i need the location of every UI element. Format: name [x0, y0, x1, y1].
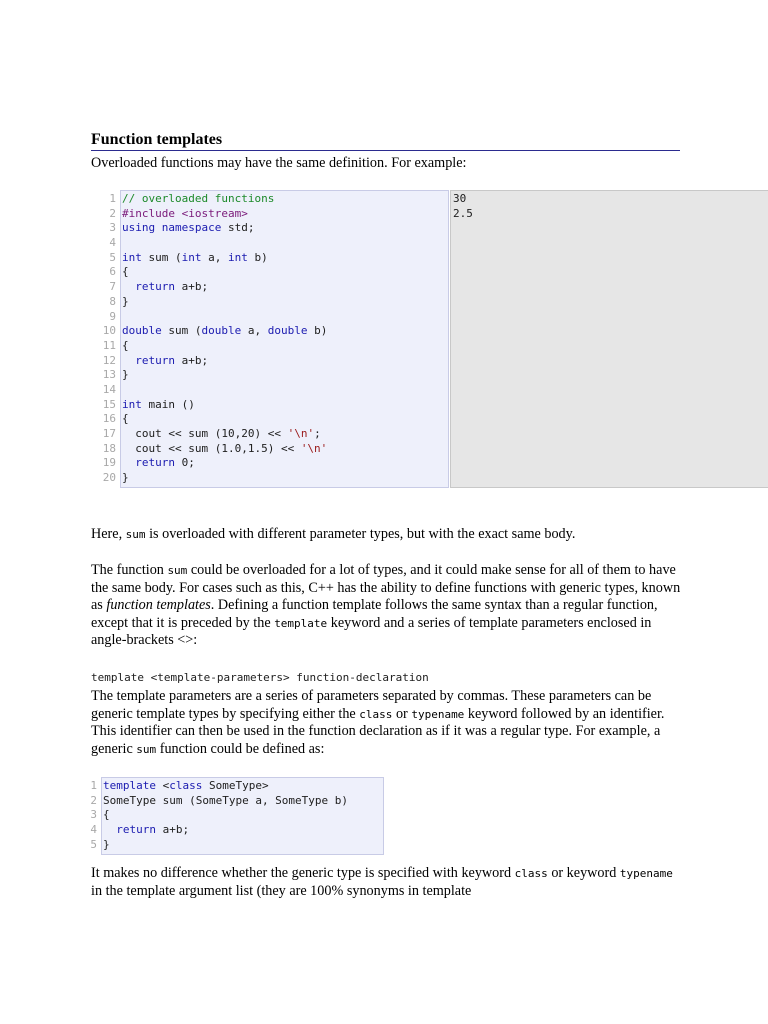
code-token: b) [307, 324, 328, 338]
para4-text-1: It makes no difference whether the generic type is specified with keyword [91, 865, 515, 881]
line-number: 5 [90, 837, 97, 851]
code-token: } [122, 471, 129, 485]
intro-paragraph: Overloaded functions may have the same definition. For example: [91, 155, 467, 171]
line-number: 6 [109, 265, 116, 279]
code-token [122, 280, 135, 293]
line-number: 9 [109, 309, 116, 323]
code-token: cout << sum (1.0,1.5) << [122, 441, 301, 455]
para2-text-2: could be overloaded for a lot of types, and it could make sense for all of them to have the same body. For cases such as this, C++ has the ability to define functions with generic types, known as [91, 562, 681, 614]
line-number: 11 [102, 338, 116, 352]
line-number: 1 [109, 192, 116, 205]
code-token: std; [221, 221, 255, 235]
output-line: 2.5 [453, 206, 473, 220]
section-heading: Function templates [91, 130, 680, 151]
code-token: namespace [161, 221, 222, 235]
code-token: } [122, 368, 129, 382]
code-token: main () [141, 397, 195, 411]
code-token: '\n' [287, 427, 315, 440]
code-line [122, 280, 327, 295]
para2-code-sum: sum [167, 564, 188, 577]
code-token: a, [201, 250, 228, 264]
code-token: return [135, 280, 175, 294]
line-number: 16 [102, 412, 116, 426]
code-line [122, 324, 327, 339]
code-token: { [122, 412, 129, 426]
code-token: double [201, 324, 242, 338]
code-token: a+b; [175, 280, 209, 294]
line-number: 3 [109, 221, 116, 235]
output-block [450, 190, 768, 488]
para2-code-template: template [274, 616, 328, 630]
code-token: return [135, 353, 175, 367]
code-token: return [135, 456, 175, 470]
line-number: 1 [90, 779, 97, 792]
line-number: 2 [109, 206, 116, 220]
code-token: int [228, 250, 248, 264]
para1-text-b: is overloaded with different parameter types, but with the exact same body. [145, 526, 576, 542]
para2-emphasis: function templates [106, 597, 211, 614]
code-token [122, 456, 135, 469]
code-block-1-line-numbers [96, 192, 116, 486]
paragraph-overload-note [91, 526, 681, 544]
line-number: 3 [90, 808, 97, 822]
para2-text-4: keyword and a series of template parameters enclosed in angle-brackets <>: [91, 614, 652, 649]
code-token: } [122, 294, 129, 308]
code-line [103, 779, 348, 794]
line-number: 10 [102, 324, 116, 338]
code-token: sum ( [141, 250, 182, 264]
code-block-1-lines [122, 192, 327, 486]
code-token: { [122, 338, 129, 352]
code-token: { [103, 808, 110, 822]
code-line [122, 442, 327, 457]
line-number: 17 [102, 427, 116, 440]
para3-text-2: or [392, 705, 412, 722]
code-line [122, 192, 327, 207]
code-line [122, 207, 327, 222]
output-lines [453, 192, 473, 221]
para4-text-3: in the template argument list (they are 100% synonyms in template [91, 882, 472, 899]
paragraph-class-vs-typename [91, 865, 681, 900]
para3-code-sum: sum [136, 742, 157, 756]
code-line [122, 383, 327, 398]
code-line [122, 295, 327, 310]
code-token: < [155, 779, 170, 792]
code-token: double [122, 324, 162, 338]
line-number: 13 [102, 368, 116, 382]
line-number: 7 [109, 280, 116, 294]
code-token: cout << sum (10,20) << [122, 427, 288, 440]
code-token [122, 354, 135, 367]
code-line [122, 265, 327, 280]
code-token: return [116, 823, 156, 837]
line-number: 15 [102, 397, 116, 411]
code-line [122, 471, 327, 486]
line-number: 14 [102, 382, 116, 396]
code-token: int [122, 397, 142, 411]
paragraph-function-templates [91, 562, 681, 650]
code-token: 0; [175, 456, 195, 470]
paragraph-template-parameters [91, 688, 681, 758]
code-line [103, 823, 348, 838]
line-number: 12 [102, 353, 116, 367]
code-token: ; [314, 427, 321, 440]
code-token: sum ( [161, 324, 202, 338]
line-number: 8 [109, 294, 116, 308]
code-token: int [122, 250, 142, 264]
code-token: class [169, 779, 203, 792]
code-token: #include <iostream> [122, 206, 248, 220]
output-line: 30 [453, 192, 467, 205]
para3-text-3: keyword followed by an identifier. This identifier can then be used in the function declaration as if it was a regular type. For example, a generic [91, 705, 665, 757]
code-token: int [181, 250, 202, 264]
line-number: 18 [102, 441, 116, 455]
code-line [122, 368, 327, 383]
code-token [155, 221, 162, 234]
code-line [103, 794, 348, 809]
code-block-2-lines [103, 779, 348, 852]
code-token: { [122, 265, 129, 279]
para4-text-2: or keyword [547, 865, 620, 881]
para2-text-1: The function [91, 562, 168, 578]
syntax-line: template <template-parameters> function-declaration [91, 671, 429, 684]
code-line [122, 427, 327, 442]
code-line [122, 412, 327, 427]
code-token: // overloaded functions [122, 192, 275, 205]
code-line [122, 251, 327, 266]
code-token: '\n' [300, 441, 328, 455]
code-token: a+b; [156, 823, 190, 837]
code-token: } [103, 837, 110, 851]
code-line [122, 398, 327, 413]
line-number: 2 [90, 793, 97, 807]
line-number: 4 [90, 823, 97, 837]
code-token: SomeType sum (SomeType a, SomeType b) [103, 793, 349, 807]
code-token: template [103, 779, 156, 792]
line-number: 5 [109, 250, 116, 264]
para3-text-1: The template parameters are a series of parameters separated by commas. These parameters can be generic template types by specifying either the [91, 688, 652, 722]
code-block-2-line-numbers [82, 779, 97, 852]
code-token: a+b; [175, 353, 209, 367]
para3-code-class: class [359, 707, 393, 721]
code-token: SomeType> [202, 779, 269, 792]
para4-code-typename: typename [619, 867, 673, 880]
para3-code-typename: typename [411, 707, 465, 721]
code-line [122, 354, 327, 369]
code-line [122, 339, 327, 354]
line-number: 20 [102, 471, 116, 485]
code-token: using [122, 221, 156, 235]
code-token [103, 823, 116, 836]
code-token: a, [241, 324, 268, 338]
code-line [122, 221, 327, 236]
para1-code: sum [125, 528, 146, 541]
para3-text-4: function could be defined as: [156, 740, 325, 757]
code-line [122, 236, 327, 251]
line-number: 19 [102, 456, 116, 470]
line-number: 4 [109, 236, 116, 250]
para4-code-class: class [514, 867, 548, 880]
code-line [122, 310, 327, 325]
code-line [103, 808, 348, 823]
para2-text-3: . Defining a function template follows the same syntax than a regular function, except that it is preceded by the [91, 597, 658, 631]
code-token: b) [247, 250, 268, 264]
code-line [122, 456, 327, 471]
code-token: double [267, 324, 308, 338]
para1-text-a: Here, [91, 526, 126, 542]
code-line [103, 838, 348, 853]
